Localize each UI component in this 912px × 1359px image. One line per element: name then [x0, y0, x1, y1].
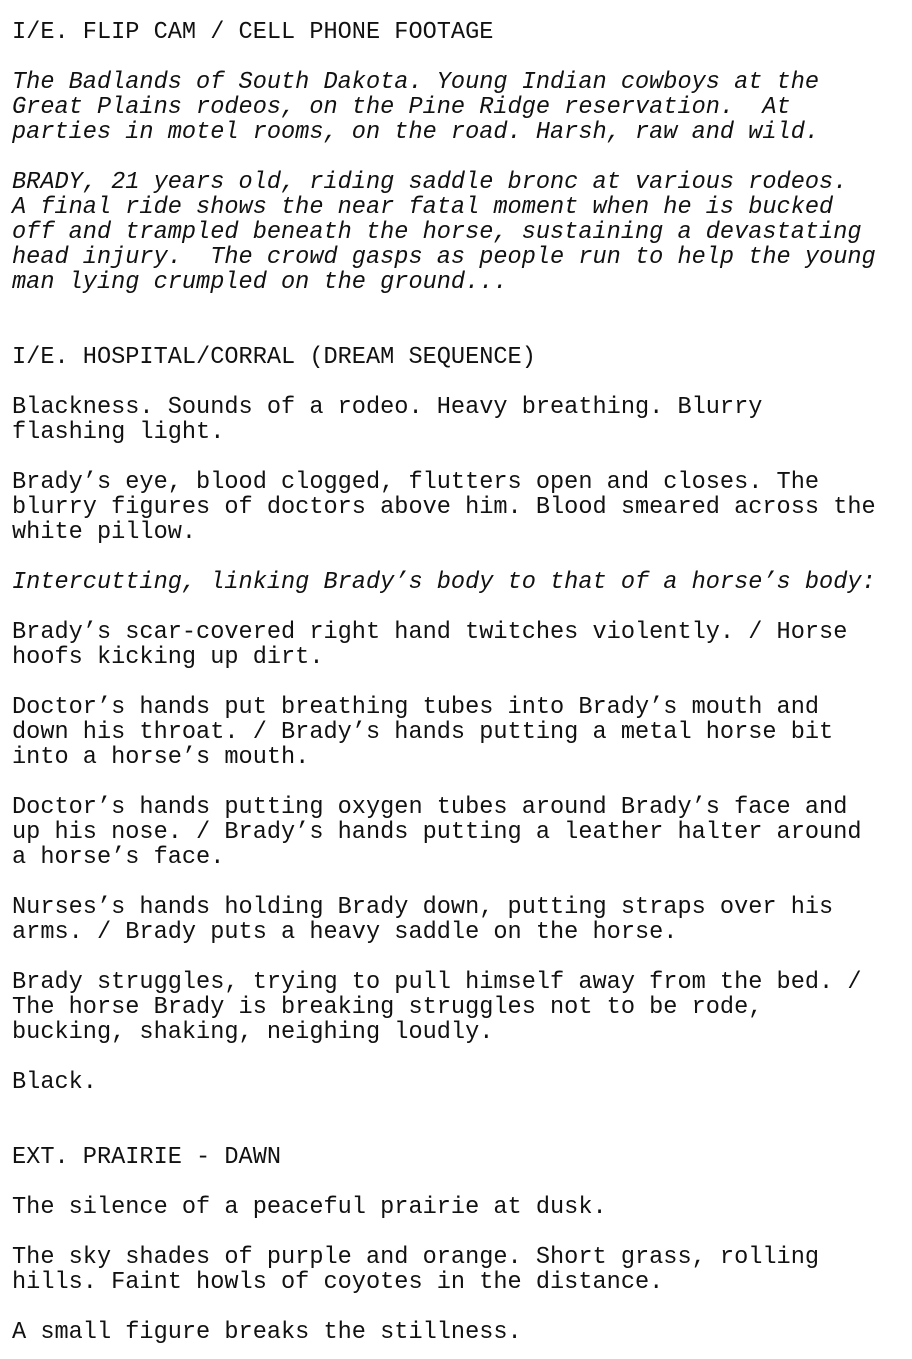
action-line: BRADY, 21 years old, riding saddle bronc at various rodeos.	[12, 169, 848, 196]
spacer	[12, 870, 908, 895]
screenplay-page	[12, 20, 908, 1345]
action-line: arms. / Brady puts a heavy saddle on the horse.	[12, 919, 678, 946]
action-line: bucking, shaking, neighing loudly.	[12, 1019, 494, 1046]
action-line: down his throat. / Brady’s hands putting a metal horse bit	[12, 719, 834, 746]
action-line: Great Plains rodeos, on the Pine Ridge reservation. At	[12, 94, 791, 121]
action-line: into a horse’s mouth.	[12, 744, 310, 771]
action-line: Brady’s eye, blood clogged, flutters open and closes. The	[12, 469, 820, 496]
scene-heading: I/E. HOSPITAL/CORRAL (DREAM SEQUENCE)	[12, 344, 536, 371]
spacer	[12, 1220, 908, 1245]
action-line: hills. Faint howls of coyotes in the distance.	[12, 1269, 664, 1296]
action-paragraph	[12, 395, 908, 445]
action-paragraph	[12, 470, 908, 545]
action-line: off and trampled beneath the horse, sustaining a devastating	[12, 219, 862, 246]
action-paragraph	[12, 570, 908, 595]
action-line: a horse’s face.	[12, 844, 225, 871]
spacer	[12, 945, 908, 970]
action-line: flashing light.	[12, 419, 225, 446]
spacer	[12, 1295, 908, 1320]
action-paragraph	[12, 895, 908, 945]
action-paragraph	[12, 795, 908, 870]
spacer	[12, 45, 908, 70]
action-paragraph	[12, 1195, 908, 1220]
action-paragraph	[12, 1245, 908, 1295]
action-line: white pillow.	[12, 519, 197, 546]
spacer	[12, 295, 908, 345]
action-line: Nurses’s hands holding Brady down, putting straps over his	[12, 894, 834, 921]
action-line: The silence of a peaceful prairie at dusk.	[12, 1194, 607, 1221]
action-line: man lying crumpled on the ground...	[12, 269, 508, 296]
spacer	[12, 1045, 908, 1070]
action-line: Intercutting, linking Brady’s body to that of a horse’s body:	[12, 569, 876, 596]
spacer	[12, 370, 908, 395]
action-line: The sky shades of purple and orange. Short grass, rolling	[12, 1244, 820, 1271]
action-line: hoofs kicking up dirt.	[12, 644, 324, 671]
spacer	[12, 770, 908, 795]
action-paragraph	[12, 1320, 908, 1345]
action-line: Brady’s scar-covered right hand twitches violently. / Horse	[12, 619, 848, 646]
scene-heading: EXT. PRAIRIE - DAWN	[12, 1144, 282, 1171]
action-line: Black.	[12, 1069, 97, 1096]
spacer	[12, 1170, 908, 1195]
action-line: The horse Brady is breaking struggles not to be rode,	[12, 994, 763, 1021]
action-line: A final ride shows the near fatal moment when he is bucked	[12, 194, 834, 221]
spacer	[12, 445, 908, 470]
spacer	[12, 670, 908, 695]
spacer	[12, 145, 908, 170]
action-line: Doctor’s hands putting oxygen tubes around Brady’s face and	[12, 794, 848, 821]
action-line: blurry figures of doctors above him. Blood smeared across the	[12, 494, 876, 521]
scene-heading: I/E. FLIP CAM / CELL PHONE FOOTAGE	[12, 19, 494, 46]
action-line: Doctor’s hands put breathing tubes into Brady’s mouth and	[12, 694, 820, 721]
action-line: Blackness. Sounds of a rodeo. Heavy breathing. Blurry	[12, 394, 763, 421]
action-line: The Badlands of South Dakota. Young Indian cowboys at the	[12, 69, 820, 96]
action-line: Brady struggles, trying to pull himself away from the bed. /	[12, 969, 862, 996]
action-paragraph	[12, 1070, 908, 1095]
action-paragraph	[12, 970, 908, 1045]
action-line: parties in motel rooms, on the road. Harsh, raw and wild.	[12, 119, 820, 146]
action-line: A small figure breaks the stillness.	[12, 1319, 522, 1346]
action-line: up his nose. / Brady’s hands putting a leather halter around	[12, 819, 862, 846]
spacer	[12, 545, 908, 570]
spacer	[12, 1095, 908, 1145]
spacer	[12, 595, 908, 620]
action-paragraph	[12, 695, 908, 770]
action-paragraph	[12, 170, 908, 295]
action-line: head injury. The crowd gasps as people run to help the young	[12, 244, 876, 271]
action-paragraph	[12, 70, 908, 145]
action-paragraph	[12, 620, 908, 670]
